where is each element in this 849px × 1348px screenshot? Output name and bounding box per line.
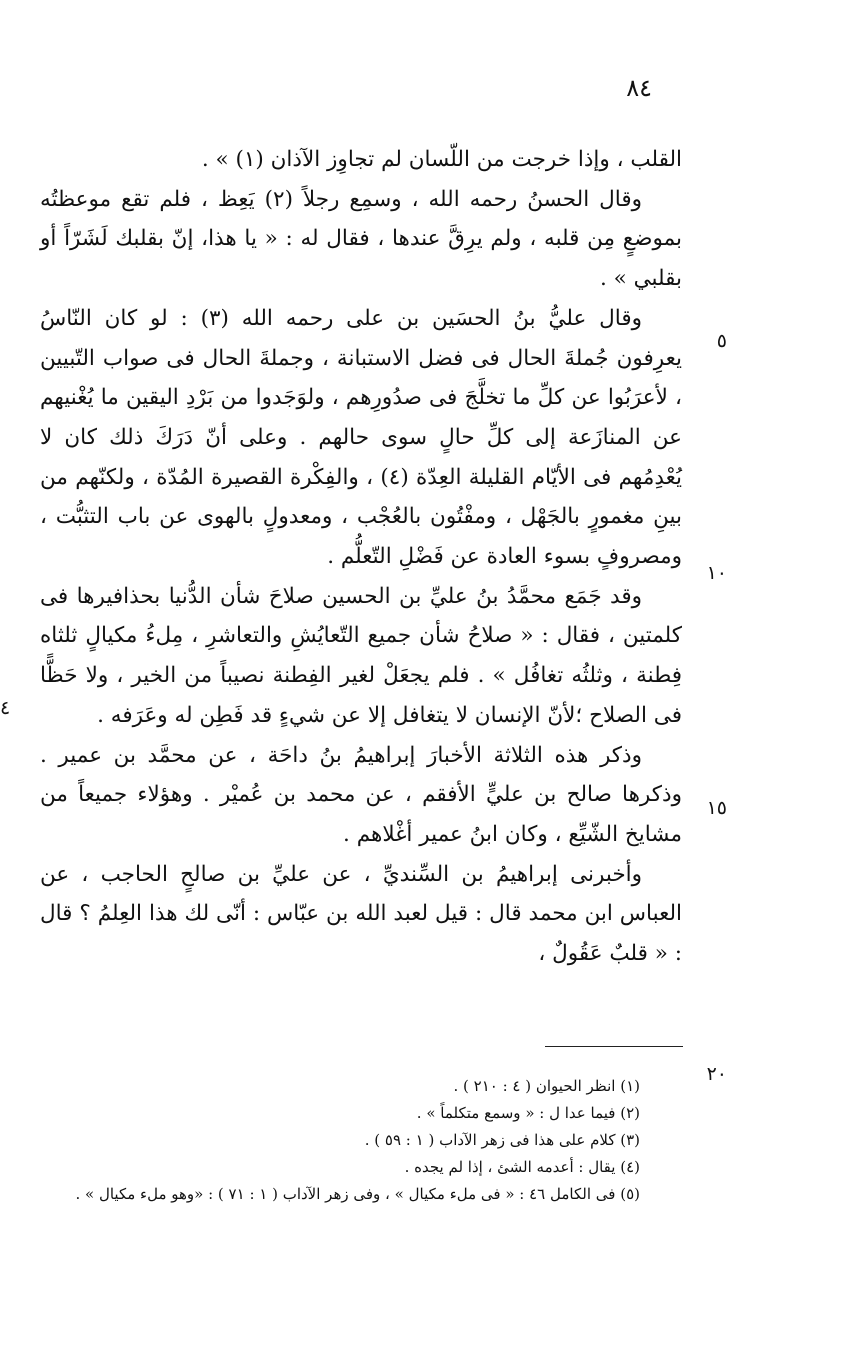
line-number-10: ١٠ [706,562,727,584]
footnote-divider [545,1046,683,1047]
footnote: (٣) كلام على هذا فى زهر الآداب ( ١ : ٥٩ ) . [364,1131,640,1149]
line-number-5: ٥ [716,330,727,352]
footnote: (١) انظر الحيوان ( ٤ : ٢١٠ ) . [453,1077,640,1095]
footnotes [75,1073,640,1208]
footnote: (٢) فيما عدا ل : « وسمع متكلماً » . [416,1104,640,1122]
paragraph: وقال عليُّ بنُ الحسَين بن على رحمه الله (٣) : لو كان النّاسُ يعرِفون جُملةَ الحال فى فضل الاستبانة ، وجملةَ الحال فى صواب التّبيين ، لأعرَبُوا عن كلِّ ما تخلَّجَ فى صدُورِهم ، ولوَجَدوا من بَرْدِ اليقين ما يُغْنيهم عن المنازَعة إلى كلِّ حالٍ سوى حالهم . وعلى أنّ دَرَكَ ذلك كان لا يُعْدِمُهم فى الأيّام القليلة العِدّة (٤) ، والفِكْرة القصيرة المُدّة ، ولكنّهم من بينِ مغمورٍ بالجَهْل ، ومفْتُون بالعُجْب ، ومعدولٍ بالهوى عن باب التثبُّت ، ومصروفٍ بسوء العادة عن فَضْلِ التّعلُّم . [40,305,683,570]
line-number-20: ٢٠ [706,1063,727,1085]
paragraph: وأخبرنى إبراهيمُ بن السِّنديِّ ، عن عليِّ بن صالحٍ الحاجب ، عن العباس ابن محمد قال : قيل لعبد الله بن عبّاس : أنّى لك هذا العِلمُ ؟ قال : « قلبٌ عَقُولٌ ، [40,861,682,967]
main-text [40,140,682,974]
footnote: (٤) يقال : أعدمه الشئ ، إذا لم يجده . [404,1158,640,1176]
paragraph: وقال الحسنُ رحمه الله ، وسمِع رجلاً (٢) يَعِظ ، فلم تقع موعظتُه بموضعٍ مِن قلبه ، ولم يرِقَّ عندها ، فقال له : « يا هذا، إنّ بقلبك لَشَرّاً أو بقلبي » . [40,186,682,292]
paragraph: وذكر هذه الثلاثة الأخبارَ إبراهيمُ بنُ داحَة ، عن محمَّد بن عمير . وذكرها صالح بن عليٍّ الأفقم ، عن محمد بن عُميْر . وهؤلاء جميعاً من مشايخ الشّيِّع ، وكان ابنُ عمير أغْلاهم . [40,742,682,847]
footnote: (٥) فى الكامل ٤٦ : « فى ملء مكيال » ، وفى زهر الآداب ( ١ : ٧١ ) : «وهو ملء مكيال » . [75,1185,640,1203]
page-number: ٨٤ [626,74,652,102]
paragraph: وقد جَمَع محمَّدُ بنُ عليِّ بن الحسين صلاحَ شأن الدُّنيا بحذافيرها فى كلمتين ، فقال : « صلاحُ شأن جميع التّعايُشِ والتعاشرِ ، مِلءُ مكيالٍ ثلثاه فِطنة ، وثلثُه تغافُل » . فلم يجعَلْ لغير الفِطنة نصيباً من الخير ، ولا حَظًّا فى الصلاح ؛لأنّ الإنسان لا يتغافل إلا عن شيءٍ قد فَطِن له وعَرَفه . [40,583,682,728]
line-number-15: ١٥ [706,797,727,819]
paragraph: القلب ، وإذا خرجت من اللّسان لم تجاوِز الآذان (١) » . [201,147,682,172]
margin-mark: ٤ [0,697,11,719]
